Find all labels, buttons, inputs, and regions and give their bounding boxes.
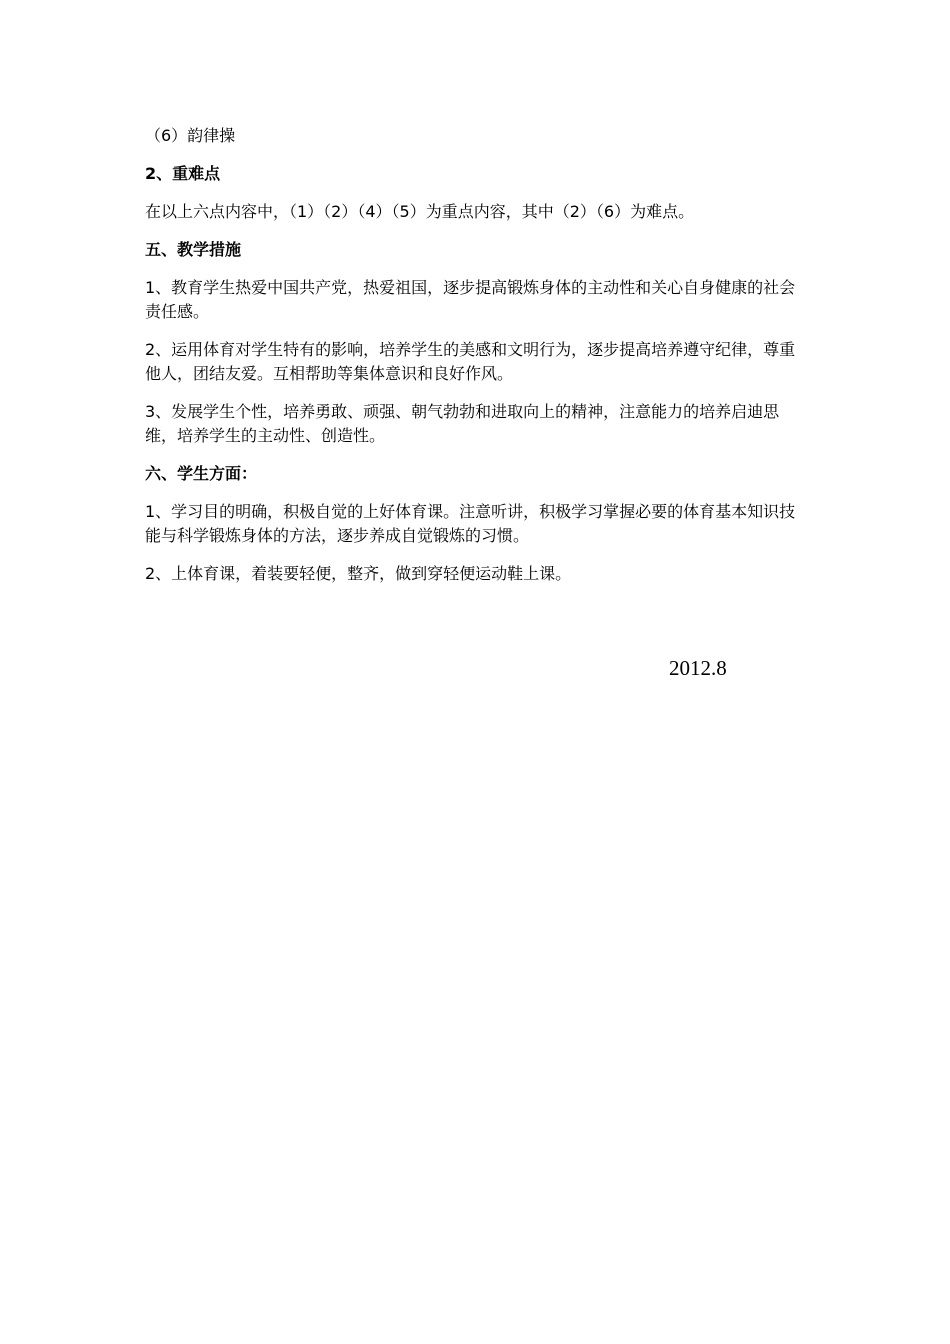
section-heading-students: 六、学生方面： (145, 464, 258, 483)
key-points-paragraph: 在以上六点内容中，（1）（2）（4）（5）为重点内容，其中（2）（6）为难点。 (145, 202, 695, 221)
list-item-rhythmic-gymnastics: （6）韵律操 (145, 126, 236, 145)
student-requirement-2: 2、上体育课，着装要轻便，整齐，做到穿轻便运动鞋上课。 (145, 564, 572, 583)
teaching-measure-3: 3、发展学生个性，培养勇敢、顽强、朝气勃勃和进取向上的精神，注意能力的培养启迪思维，培养学生的主动性、创造性。 (145, 402, 780, 445)
section-heading-key-difficult-points: 2、重难点 (145, 164, 221, 183)
teaching-measure-2: 2、运用体育对学生特有的影响，培养学生的美感和文明行为，逐步提高培养遵守纪律，尊重他人，团结友爱。互相帮助等集体意识和良好作风。 (145, 340, 796, 383)
teaching-measure-1: 1、教育学生热爱中国共产党，热爱祖国，逐步提高锻炼身体的主动性和关心自身健康的社会责任感。 (145, 278, 796, 321)
student-requirement-1: 1、学习目的明确，积极自觉的上好体育课。注意听讲，积极学习掌握必要的体育基本知识技能与科学锻炼身体的方法，逐步养成自觉锻炼的习惯。 (145, 502, 796, 545)
document-body (145, 124, 810, 600)
document-date: 2012.8 (669, 656, 727, 680)
section-heading-teaching-measures: 五、教学措施 (145, 240, 242, 259)
